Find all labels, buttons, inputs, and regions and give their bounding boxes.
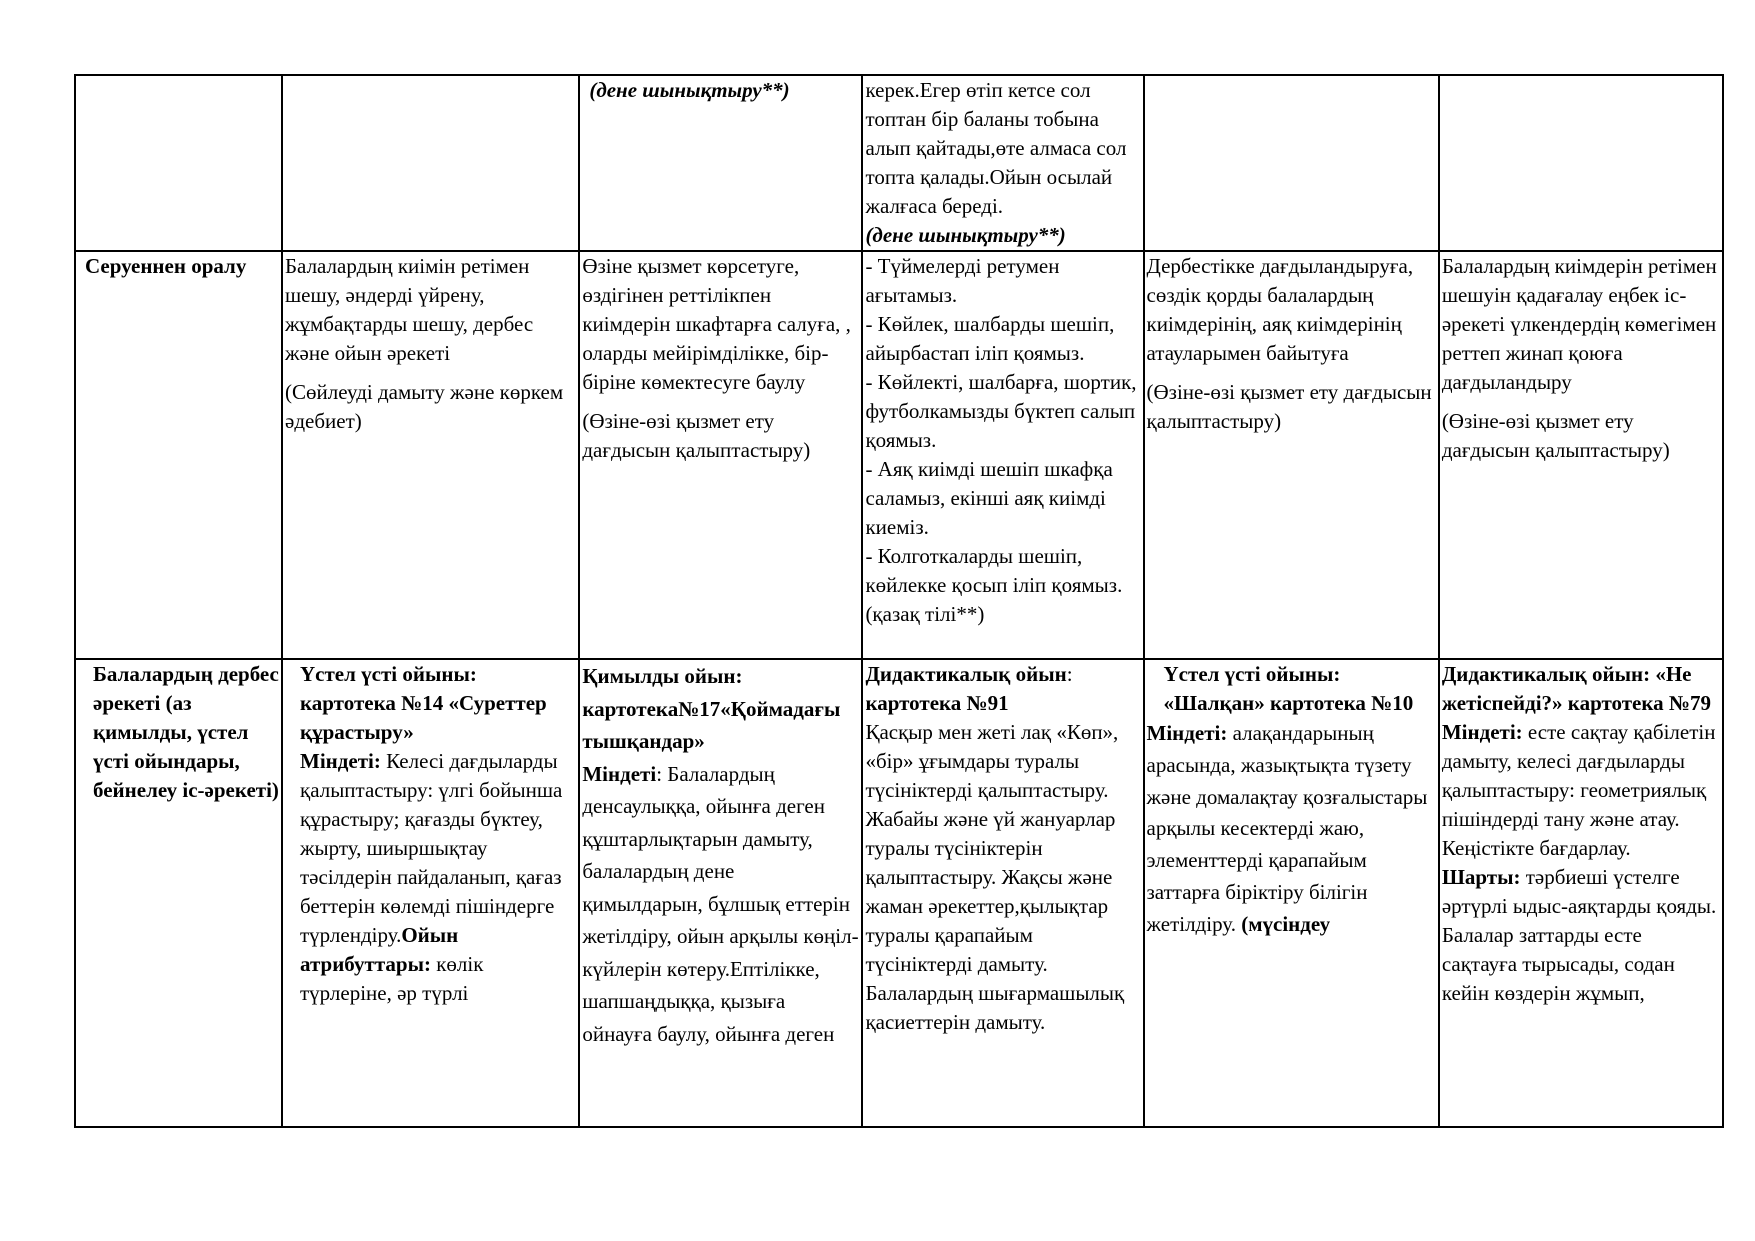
row1-cell-5 (1144, 75, 1439, 251)
row2-cell-4 (862, 251, 1143, 659)
row3-cell-4 (862, 659, 1143, 1127)
row2-cell-6-tag: (Өзіне-өзі қызмет ету дағдысын қалыптастыру) (1441, 409, 1670, 462)
row2-cell-2-tag: (Сөйлеуді дамыту және көркем әдебиет) (285, 380, 564, 433)
row3-cell-4-title-colon: : (1066, 662, 1073, 686)
row3-label-cell (75, 659, 282, 1127)
row3-cell-3-task: : Балалардың денсаулыққа, ойынға деген құштарлықтарын дамыту, балалардың дене қимылдарын, бұлшық еттерін жетілдіру, ойын арқылы көңіл-күйлерін көтеру.Ептілікке, шапшаңдыққа, қызыға ойнауға баулу, ойынға деген (582, 761, 859, 1046)
row3-cell-2 (282, 659, 579, 1127)
row2-cell-2-text: Балалардың киімін ретімен шешу, әндерді үйрену, жұмбақтарды шешу, дербес және ойын әрекеті (285, 254, 534, 365)
row2-cell-5-text: Дербестікке дағдыландыруға, сөздік қорды балалардың киімдерінің, аяқ киімдерінің атауларымен байытуға (1146, 254, 1414, 365)
row3-cell-3 (579, 659, 862, 1127)
row1-cell-3-tag: (дене шынықтыру**) (589, 78, 790, 102)
row3-cell-2-task-label: Міндеті: (300, 749, 381, 773)
row3-cell-3-task-label: Міндеті (582, 761, 657, 786)
row2-cell-4-line: - Түймелерді ретумен ағытамыз. (865, 254, 1060, 307)
row3-cell-6-task: есте сақтау қабілетін дамыту, келесі дағдыларды қалыптастыру: геометриялық пішіндерді тану және атау. Кеңістікте бағдарлау. (1441, 720, 1716, 860)
row2-cell-6-text: Балалардың киімдерін ретімен шешуін қадағалау еңбек іс-әрекеті үлкендердің көмегімен реттеп жинап қоюға дағдыландыру (1441, 254, 1717, 394)
table-row-continuation (75, 75, 1723, 251)
row2-cell-4-line: - Аяқ киімді шешіп шкафқа саламыз, екінші аяқ киімді киеміз. (865, 457, 1113, 539)
row2-cell-4-line: - Колготкаларды шешіп, көйлекке қосып іліп қоямыз. (қазақ тілі**) (865, 544, 1123, 626)
row2-cell-6 (1439, 251, 1723, 659)
row3-cell-6-cond: тәрбиеші үстелге әртүрлі ыдыс-аяқтарды қояды. Балалар заттарды есте сақтауға тырысады, содан кейін көздерін жұмып, (1441, 865, 1717, 1005)
row3-cell-4-title-b: картотека №91 (865, 691, 1009, 715)
row1-cell-4-tag: (дене шынықтыру**) (865, 223, 1066, 247)
row3-cell-6-task-label: Міндеті: (1441, 720, 1523, 744)
row2-cell-3 (579, 251, 862, 659)
row2-cell-5 (1144, 251, 1439, 659)
row2-cell-3-tag: (Өзіне-өзі қызмет ету дағдысын қалыптастыру) (582, 409, 811, 462)
row3-cell-6-title: Дидактикалық ойын: «Не жетіспейді?» картотека №79 (1441, 662, 1711, 715)
row3-cell-4-text: Қасқыр мен жеті лақ «Көп», «бір» ұғымдары туралы түсініктерді қалыптастыру. Жабайы және үй жануарлар туралы түсініктерін қалыптастыру. Жақсы және жаман әрекеттер,қылықтар туралы қарапайым түсініктерді дамыту. Балалардың шығармашылық қасиеттерін дамыту. (865, 720, 1125, 1034)
row1-cell-3 (579, 75, 862, 251)
row3-cell-3-title: Қимылды ойын: картотека№17«Қоймадағы тышқандар» (582, 664, 841, 753)
row3-cell-6 (1439, 659, 1723, 1127)
row3-cell-4-title-a: Дидактикалық ойын (865, 662, 1067, 686)
row2-label: Серуеннен оралу (85, 254, 247, 278)
row3-cell-5 (1144, 659, 1439, 1127)
row3-cell-5-task: алақандарының арасында, жазықтықта түзету және домалақтау қозғалыстары арқылы кесектерді жаю, элементтерді қарапайым заттарға біріктіру білігін жетілдіру. (1146, 721, 1428, 936)
table-row-return-from-walk (75, 251, 1723, 659)
row3-cell-2-attr: көлік түрлеріне, әр түрлі (300, 952, 484, 1005)
row2-cell-3-text: Өзіне қызмет көрсетуге, өздігінен реттілікпен киімдерін шкафтарға салуға, , оларды мейірімділікке, бір-біріне көмектесуге баулу (582, 254, 851, 394)
schedule-table (74, 74, 1724, 1128)
row1-label-cell (75, 75, 282, 251)
row3-cell-2-title: Үстел үсті ойыны: картотека №14 «Суреттер құрастыру» (300, 662, 547, 744)
row1-cell-2 (282, 75, 579, 251)
row2-cell-4-line: - Көйлекті, шалбарға, шортик, футболкамызды бүктеп салып қоямыз. (865, 370, 1137, 452)
row2-cell-4-line: - Көйлек, шалбарды шешіп, айырбастап іліп қоямыз. (865, 312, 1115, 365)
row3-cell-2-attr-label: Ойын атрибуттары: (300, 923, 459, 976)
table-row-independent-activity (75, 659, 1723, 1127)
row3-cell-5-task-label: Міндеті: (1146, 721, 1228, 745)
row2-cell-2 (282, 251, 579, 659)
row2-label-cell (75, 251, 282, 659)
row1-cell-4-text: керек.Егер өтіп кетсе сол топтан бір баланы тобына алып қайтады,өте алмаса сол топта қалады.Ойын осылай жалғаса береді. (865, 78, 1127, 218)
row1-cell-6 (1439, 75, 1723, 251)
row3-cell-5-tag: (мүсіндеу (1241, 911, 1331, 936)
row3-cell-5-title: Үстел үсті ойыны: «Шалқан» картотека №10 (1163, 662, 1414, 715)
row3-cell-6-cond-label: Шарты: (1441, 865, 1521, 889)
row3-cell-2-task: Келесі дағдыларды қалыптастыру: үлгі бойынша құрастыру; қағазды бүктеу, жырту, шиыршықтау тәсілдерін пайдаланып, қағаз беттерін көлемді пішіндерге түрлендіру. (300, 749, 563, 947)
row1-cell-4 (862, 75, 1143, 251)
row2-cell-5-tag: (Өзіне-өзі қызмет ету дағдысын қалыптастыру) (1146, 380, 1432, 433)
row3-label: Балалардың дербес әрекеті (аз қимылды, үстел үсті ойындары, бейнелеу іс-әрекеті) (93, 662, 279, 802)
